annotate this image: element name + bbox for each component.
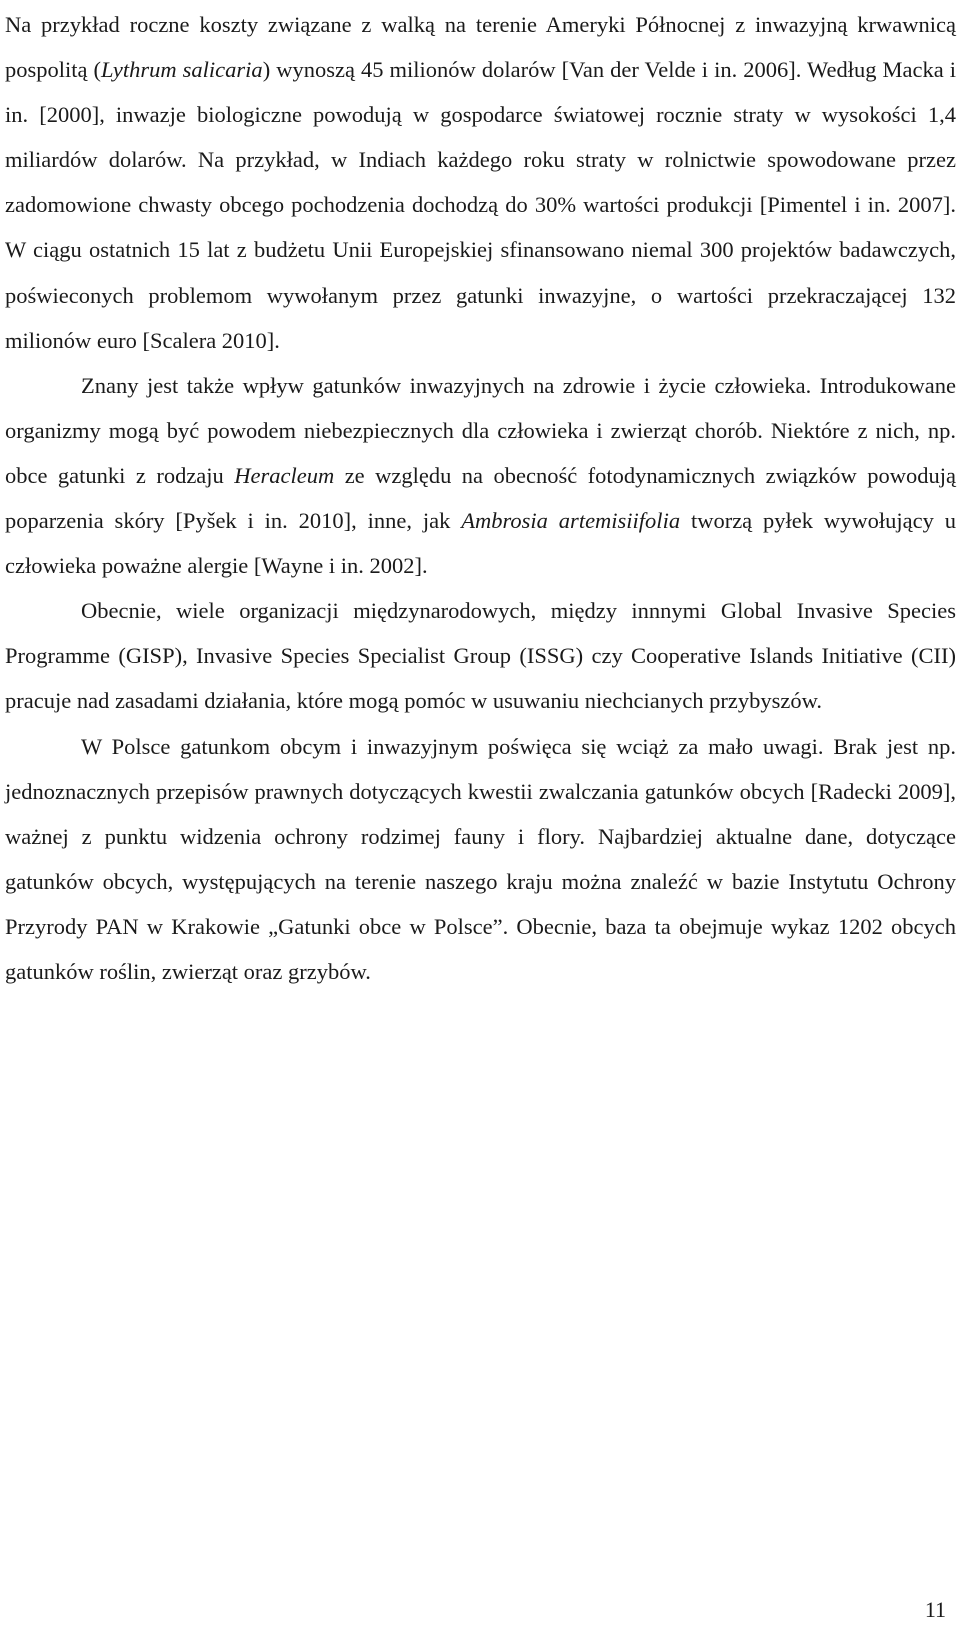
text-run: ze względu na obecność fotodynamicznych związków powodują poparzenia skóry [Pyšek i in. 2010], inne, jak <box>5 462 956 534</box>
genus-name-italic: Heracleum <box>234 462 335 488</box>
species-name-italic: Lythrum salicaria <box>101 57 263 83</box>
paragraph-poland-situation <box>5 724 956 995</box>
text-run: tworzą pyłek wywołujący u człowieka poważne alergie [Wayne i in. 2002]. <box>5 508 956 579</box>
page-number: 11 <box>924 1597 946 1622</box>
text-run: Obecnie, wiele organizacji międzynarodowych, między innnymi Global Invasive Species Programme (GISP), Invasive Species Specialist Group (ISSG) czy Cooperative Islands Initiative (CII) pracuje nad zasadami działania, które mogą pomóc w usuwaniu niechcianych przybyszów. <box>5 598 956 714</box>
paragraph-economic-costs <box>5 2 956 363</box>
species-name-italic: Ambrosia artemisiifolia <box>461 508 681 534</box>
document-page <box>5 2 956 994</box>
paragraph-international-organizations <box>5 588 956 723</box>
text-run: Na przykład roczne koszty związane z walką na terenie Ameryki Północnej z inwazyjną krwawnicą pospolitą ( <box>5 12 956 83</box>
text-run: W Polsce gatunkom obcym i inwazyjnym poświęca się wciąż za mało uwagi. Brak jest np. jednoznacznych przepisów prawnych dotyczących kwestii zwalczania gatunków obcych [Radecki 2009], ważnej z punktu widzenia ochrony rodzimej fauny i flory. Najbardziej aktualne dane, dotyczące gatunków obcych, występujących na terenie naszego kraju można znaleźć w bazie Instytutu Ochrony Przyrody PAN w Krakowie „Gatunki obce w Polsce”. Obecnie, baza ta obejmuje wykaz 1202 obcych gatunków roślin, zwierząt oraz grzybów. <box>5 733 956 984</box>
text-run: ) wynoszą 45 milionów dolarów [Van der Velde i in. 2006]. Według Macka i in. [2000], inwazje biologiczne powodują w gospodarce światowej rocznie straty w wysokości 1,4 miliardów dolarów. Na przykład, w Indiach każdego roku straty w rolnictwie spowodowane przez zadomowione chwasty obcego pochodzenia dochodzą do 30% wartości produkcji [Pimentel i in. 2007]. W ciągu ostatnich 15 lat z budżetu Unii Europejskiej sfinansowano niemal 300 projektów badawczych, poświeconych problemom wywołanym przez gatunki inwazyjne, o wartości przekraczającej 132 milionów euro [Scalera 2010]. <box>5 57 957 353</box>
paragraph-health-impact <box>5 363 956 588</box>
text-run: Znany jest także wpływ gatunków inwazyjnych na zdrowie i życie człowieka. Introdukowane organizmy mogą być powodem niebezpiecznych dla człowieka i zwierząt chorób. Niektóre z nich, np. obce gatunki z rodzaju <box>5 372 956 488</box>
